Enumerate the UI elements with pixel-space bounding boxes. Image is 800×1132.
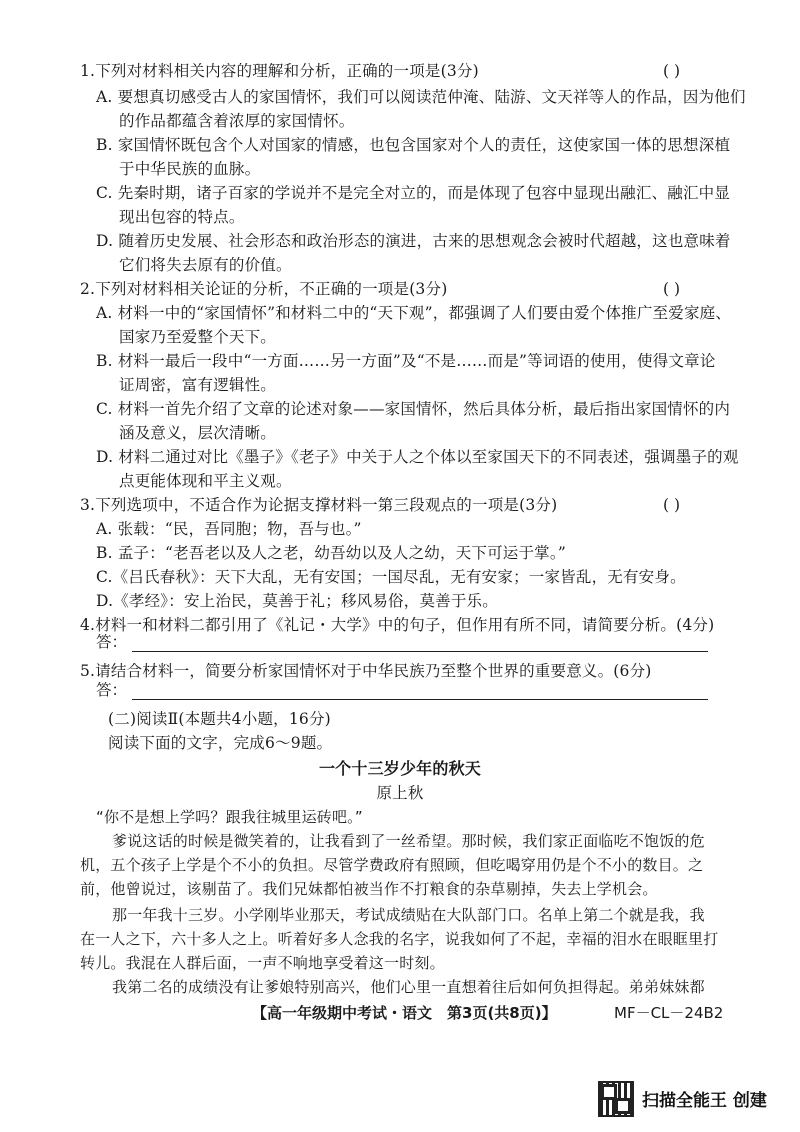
question-2-option-b-cont: 证周密，富有逻辑性。 xyxy=(119,376,277,394)
question-2-option-a-cont: 国家乃至爱整个天下。 xyxy=(119,328,277,346)
question-1-option-b-cont: 于中华民族的血脉。 xyxy=(119,160,261,178)
story-paragraph-line: 爹说这话的时候是微笑着的，让我看到了一丝希望。那时候，我们家正面临吃不饱饭的危 xyxy=(112,832,705,850)
question-1-option-a: A. 要想真切感受古人的家国情怀，我们可以阅读范仲淹、陆游、文天祥等人的作品，因为他们 xyxy=(96,88,746,106)
question-3-stem: 3.下列选项中，不适合作为论据支撑材料一第三段观点的一项是(3分) xyxy=(80,496,558,514)
story-author: 原上秋 xyxy=(376,784,424,802)
question-3-option-a: A. 张载：“民，吾同胞；物，吾与也。” xyxy=(96,520,362,538)
answer-label: 答： xyxy=(96,633,128,651)
story-paragraph-line: 我第二名的成绩没有让爹娘特别高兴，他们心里一直想着往后如何负担得起。弟弟妹妹都 xyxy=(112,978,705,996)
question-1-option-d-cont: 它们将失去原有的价值。 xyxy=(119,256,292,274)
question-1-option-b: B. 家国情怀既包含个人对国家的情感，也包含国家对个人的责任，这使家国一体的思想深植 xyxy=(96,136,731,154)
question-1-stem: 1.下列对材料相关内容的理解和分析，正确的一项是(3分) xyxy=(80,62,479,80)
question-2-stem: 2.下列对材料相关论证的分析，不正确的一项是(3分) xyxy=(80,280,448,298)
question-2-option-a: A. 材料一中的“家国情怀”和材料二中的“天下观”，都强调了人们要由爱个体推广至爱家庭、 xyxy=(96,304,732,322)
question-5-stem: 5.请结合材料一，简要分析家国情怀对于中华民族乃至整个世界的重要意义。(6分) xyxy=(80,662,652,680)
story-paragraph-line: 在一人之下，六十多人之上。听着好多人念我的名字，说我如何了不起，幸福的泪水在眼眶里打 xyxy=(80,930,719,948)
scanner-watermark: 扫描全能王 创建 xyxy=(642,1091,767,1111)
question-1-option-d: D. 随着历史发展、社会形态和政治形态的演进，古来的思想观念会被时代超越，这也意味着 xyxy=(96,232,731,250)
question-1-option-c: C. 先秦时期，诸子百家的学说并不是完全对立的，而是体现了包容中显现出融汇、融汇中显 xyxy=(96,184,731,202)
story-paragraph-line: 那一年我十三岁。小学刚毕业那天，考试成绩贴在大队部门口。名单上第二个就是我，我 xyxy=(112,906,705,924)
story-paragraph-line: 转儿。我混在人群后面，一声不响地享受着这一时刻。 xyxy=(80,954,445,972)
answer-underline xyxy=(132,651,708,652)
story-title: 一个十三岁少年的秋天 xyxy=(318,759,481,778)
question-1-option-a-cont: 的作品都蕴含着浓厚的家国情怀。 xyxy=(119,112,355,130)
footer-exam-code: MF－CL－24B2 xyxy=(614,1004,724,1022)
question-2-option-b: B. 材料一最后一段中“一方面……另一方面”及“不是……而是”等词语的使用，使得文章论 xyxy=(96,352,716,370)
question-1-option-c-cont: 现出包容的特点。 xyxy=(119,208,245,226)
question-4-stem: 4.材料一和材料二都引用了《礼记・大学》中的句子，但作用有所不同，请简要分析。(4分) xyxy=(80,616,715,634)
question-2-option-d: D. 材料二通过对比《墨子》《老子》中关于人之个体以至家国天下的不同表述，强调墨子的观 xyxy=(96,448,739,466)
question-2-option-c-cont: 涵及意义，层次清晰。 xyxy=(119,424,277,442)
question-3-option-b: B. 孟子：“老吾老以及人之老，幼吾幼以及人之幼，天下可运于掌。” xyxy=(96,544,566,562)
answer-underline xyxy=(132,699,708,700)
page-footer xyxy=(0,1002,800,1026)
question-2-answer-bracket: ( ) xyxy=(663,280,681,298)
question-3-answer-bracket: ( ) xyxy=(663,496,681,514)
story-paragraph-line: “你不是想上学吗？跟我往城里运砖吧。” xyxy=(96,808,363,826)
answer-label: 答： xyxy=(96,681,128,699)
question-3-option-d: D.《孝经》：安上治民，莫善于礼；移风易俗，莫善于乐。 xyxy=(96,592,498,610)
question-3-option-c: C.《吕氏春秋》：天下大乱，无有安国；一国尽乱，无有安家；一家皆乱，无有安身。 xyxy=(96,568,686,586)
story-paragraph-line: 前，他曾说过，该剔苗了。我们兄妹都怕被当作不打粮食的杂草剔掉，失去上学机会。 xyxy=(80,880,658,898)
qr-code-icon xyxy=(598,1081,634,1117)
story-paragraph-line: 机，五个孩子上学是个不小的负担。尽管学费政府有照顾，但吃喝穿用仍是个不小的数目。之 xyxy=(80,856,704,874)
question-2-option-c: C. 材料一首先介绍了文章的论述对象——家国情怀，然后具体分析，最后指出家国情怀的内 xyxy=(96,400,731,418)
question-4-answer-area[interactable] xyxy=(96,630,708,654)
question-1-answer-bracket: ( ) xyxy=(663,62,681,80)
section-heading: (二)阅读Ⅱ(本题共4小题，16分) xyxy=(108,710,331,728)
question-5-answer-area[interactable] xyxy=(96,678,708,702)
footer-page-info: 【高一年级期中考试・语文 第3页(共8页)】 xyxy=(252,1004,557,1022)
reading-instruction: 阅读下面的文字，完成6～9题。 xyxy=(108,734,333,752)
question-2-option-d-cont: 点更能体现和平主义观。 xyxy=(119,472,292,490)
